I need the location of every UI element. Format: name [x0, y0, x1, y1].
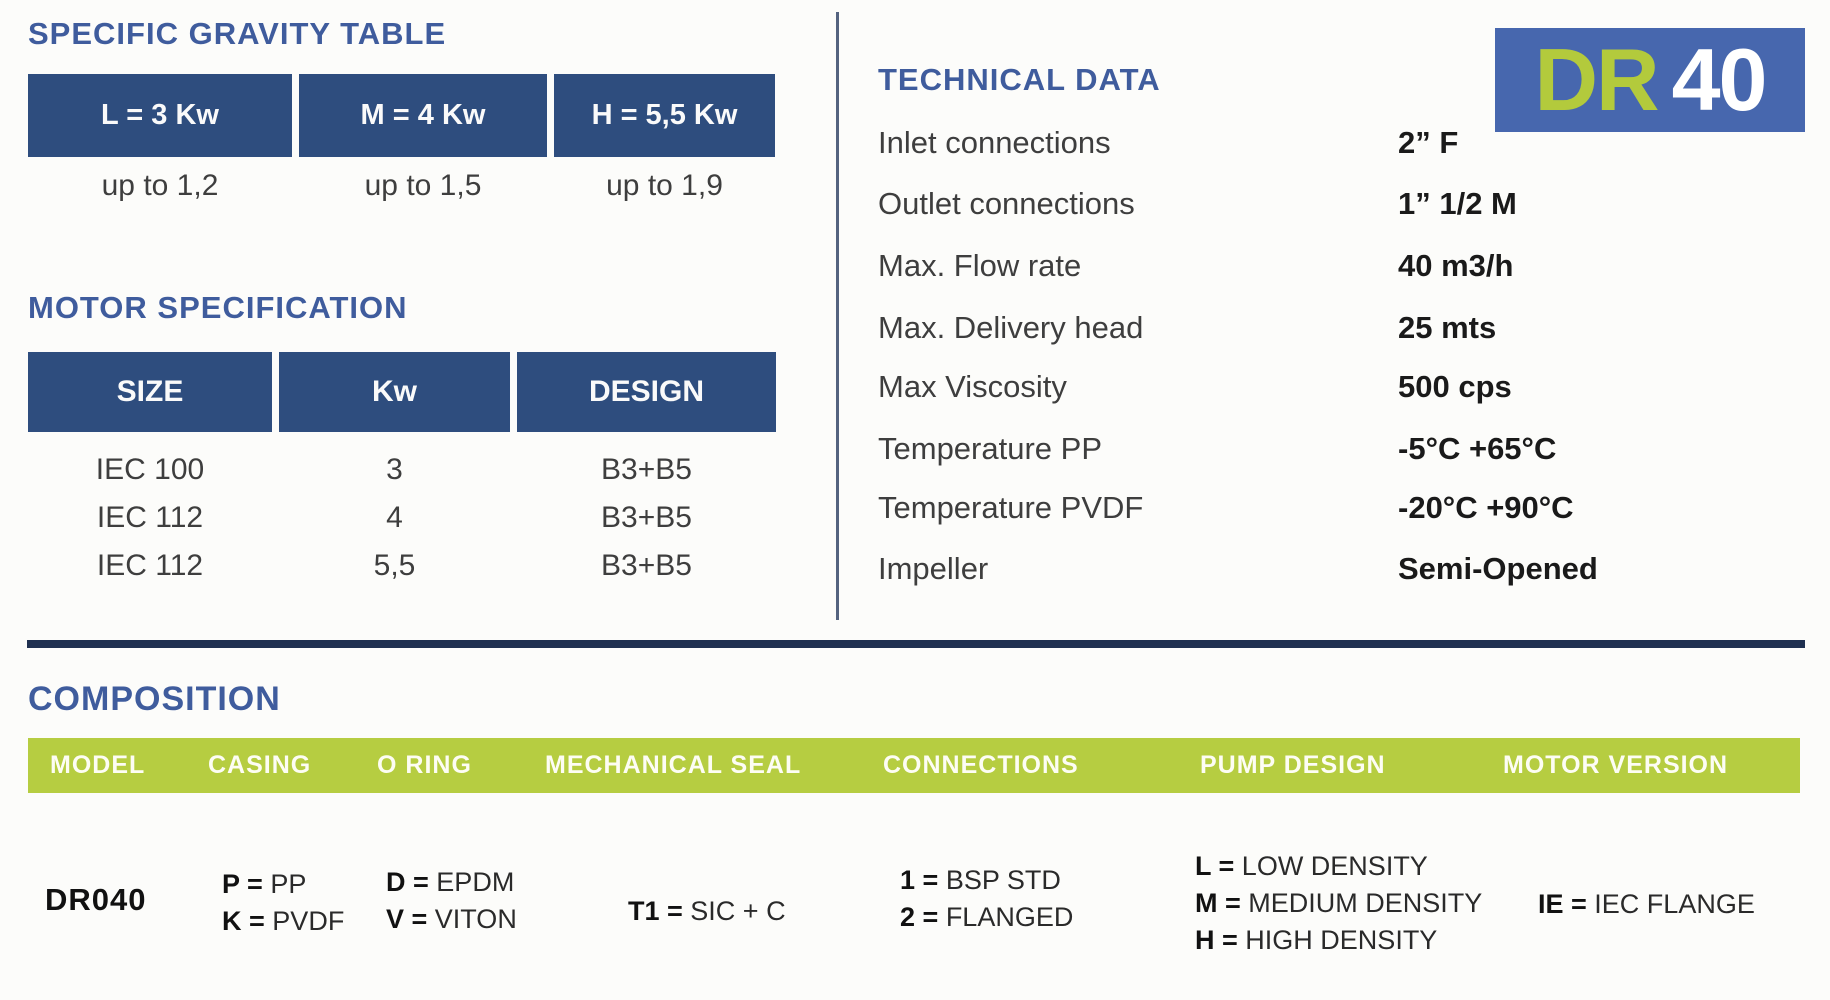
option-value: BSP STD	[945, 865, 1061, 895]
option-line	[900, 899, 1073, 936]
composition-pump-design-options	[1195, 848, 1482, 959]
motor-specification-title: MOTOR SPECIFICATION	[28, 290, 408, 325]
option-line	[900, 862, 1073, 899]
tech-label: Outlet connections	[878, 186, 1135, 221]
option-key: K =	[222, 906, 265, 936]
motor-table-header-row	[28, 352, 780, 432]
tech-value: Semi-Opened	[1398, 551, 1598, 586]
motor-kw-cell: 3	[386, 453, 403, 486]
option-key: M =	[1195, 888, 1241, 918]
tech-label: Max. Delivery head	[878, 310, 1144, 345]
option-key: L =	[1195, 851, 1235, 881]
composition-header-pump-design: PUMP DESIGN	[1200, 751, 1386, 779]
tech-label: Max. Flow rate	[878, 248, 1082, 283]
product-model-badge	[1495, 28, 1805, 132]
tech-row	[878, 369, 1798, 405]
motor-specification-section	[28, 290, 780, 590]
specific-gravity-header-row	[28, 74, 780, 157]
sg-header-cell: M = 4 Kw	[299, 74, 547, 157]
sg-value-cell: up to 1,9	[606, 169, 723, 202]
tech-row	[878, 248, 1798, 284]
badge-prefix: DR	[1534, 30, 1658, 129]
tech-value: 1” 1/2 M	[1398, 186, 1517, 221]
option-line	[222, 866, 344, 903]
option-key: T1 =	[628, 896, 683, 926]
motor-size-cell: IEC 100	[95, 453, 205, 486]
table-row	[28, 446, 780, 494]
technical-data-title: TECHNICAL DATA	[878, 62, 1161, 97]
motor-header-cell: Kw	[279, 352, 510, 432]
table-row	[28, 542, 780, 590]
option-key: H =	[1195, 925, 1238, 955]
tech-row	[878, 431, 1798, 467]
motor-header-cell: SIZE	[28, 352, 272, 432]
option-value: HIGH DENSITY	[1245, 925, 1438, 955]
motor-size-cell: IEC 112	[96, 501, 204, 534]
option-value: PVDF	[272, 906, 345, 936]
option-line	[222, 903, 344, 940]
option-line	[628, 893, 786, 930]
composition-header-model: MODEL	[50, 751, 146, 779]
specific-gravity-section	[28, 16, 780, 203]
option-value: FLANGED	[945, 902, 1074, 932]
motor-design-cell: B3+B5	[601, 549, 692, 582]
motor-design-cell: B3+B5	[601, 453, 692, 486]
specific-gravity-value-row	[28, 169, 780, 203]
option-value: MEDIUM DENSITY	[1248, 888, 1483, 918]
tech-value: 40 m3/h	[1398, 248, 1514, 283]
option-line	[1538, 886, 1755, 923]
vertical-divider	[836, 12, 839, 620]
composition-title: COMPOSITION	[28, 680, 281, 718]
composition-casing-options	[222, 866, 344, 940]
tech-value: 25 mts	[1398, 310, 1497, 345]
sg-value-cell: up to 1,2	[101, 169, 219, 202]
option-value: PP	[270, 869, 307, 899]
sg-header-cell: H = 5,5 Kw	[554, 74, 775, 157]
motor-header-cell: DESIGN	[517, 352, 776, 432]
tech-label: Temperature PP	[878, 431, 1102, 466]
tech-value: 2” F	[1398, 125, 1459, 160]
option-key: 2 =	[900, 902, 939, 932]
option-key: V =	[386, 904, 428, 934]
option-line	[1195, 885, 1482, 922]
motor-kw-cell: 4	[386, 501, 403, 534]
tech-row	[878, 186, 1798, 222]
tech-label: Temperature PVDF	[878, 490, 1144, 525]
option-key: IE =	[1538, 889, 1587, 919]
composition-header-motor-version: MOTOR VERSION	[1503, 751, 1729, 779]
table-row	[28, 494, 780, 542]
option-key: P =	[222, 869, 263, 899]
composition-header-oring: O RING	[377, 751, 472, 779]
tech-row	[878, 490, 1798, 526]
tech-row	[878, 551, 1798, 587]
specific-gravity-title: SPECIFIC GRAVITY TABLE	[28, 16, 447, 51]
composition-header-casing: CASING	[208, 751, 312, 779]
option-value: SIC + C	[690, 896, 786, 926]
sg-header-cell: L = 3 Kw	[28, 74, 292, 157]
tech-label: Inlet connections	[878, 125, 1111, 160]
option-value: EPDM	[436, 867, 515, 897]
section-divider-rule	[27, 640, 1805, 648]
option-value: IEC FLANGE	[1594, 889, 1755, 919]
tech-value: -5°C +65°C	[1398, 431, 1557, 466]
sg-value-cell: up to 1,5	[364, 169, 482, 202]
technical-data-section	[878, 62, 1598, 586]
tech-label: Impeller	[878, 551, 989, 586]
option-line	[386, 901, 517, 938]
option-line	[1195, 848, 1482, 885]
tech-row	[878, 310, 1798, 346]
composition-connections-options	[900, 862, 1073, 936]
tech-label: Max Viscosity	[878, 369, 1067, 404]
tech-value: 500 cps	[1398, 369, 1512, 404]
badge-number: 40	[1671, 30, 1766, 129]
option-line	[386, 864, 517, 901]
tech-value: -20°C +90°C	[1398, 490, 1574, 525]
composition-motor-version-options	[1538, 886, 1755, 923]
composition-model-value: DR040	[45, 882, 147, 917]
composition-mechanical-seal-options	[628, 893, 786, 930]
motor-size-cell: IEC 112	[96, 549, 204, 582]
motor-kw-cell: 5,5	[373, 549, 416, 582]
composition-header-mechanical-seal: MECHANICAL SEAL	[545, 751, 802, 779]
option-key: D =	[386, 867, 429, 897]
composition-oring-options	[386, 864, 517, 938]
composition-header-connections: CONNECTIONS	[883, 751, 1079, 779]
option-value: VITON	[434, 904, 517, 934]
option-value: LOW DENSITY	[1241, 851, 1428, 881]
motor-design-cell: B3+B5	[601, 501, 692, 534]
motor-table-body	[28, 446, 780, 590]
option-line	[1195, 922, 1482, 959]
option-key: 1 =	[900, 865, 939, 895]
composition-header-bar	[28, 738, 1800, 793]
